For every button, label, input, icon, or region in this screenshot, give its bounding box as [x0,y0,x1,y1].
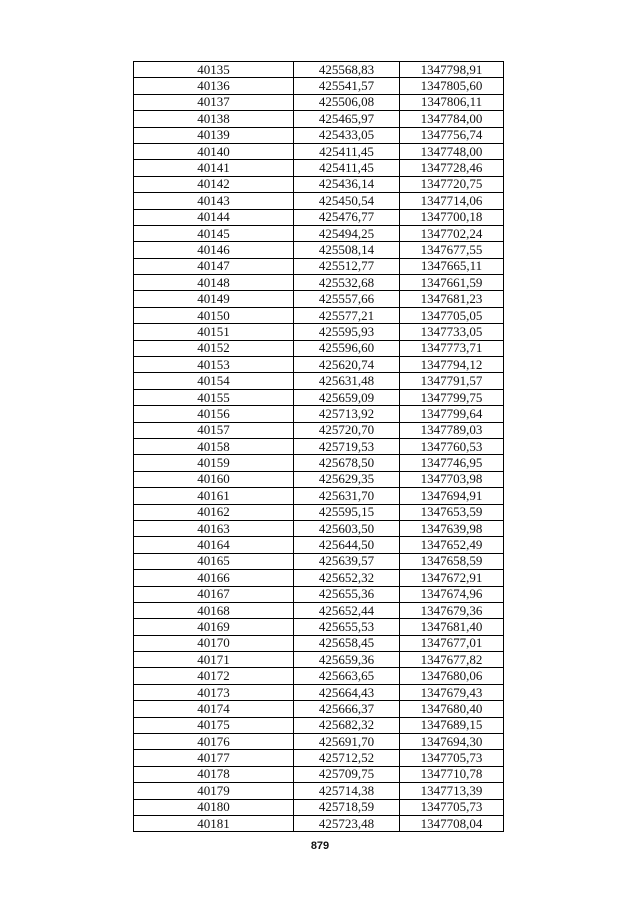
y-coordinate-cell: 1347702,24 [400,225,504,241]
table-row [134,160,504,176]
y-coordinate-cell: 1347728,46 [400,160,504,176]
y-coordinate-cell: 1347672,91 [400,570,504,586]
y-coordinate-cell: 1347710,78 [400,766,504,782]
y-coordinate-cell: 1347700,18 [400,209,504,225]
y-coordinate-cell: 1347799,75 [400,389,504,405]
point-id-cell: 40144 [134,209,294,225]
point-id-cell: 40149 [134,291,294,307]
y-coordinate-cell: 1347733,05 [400,324,504,340]
x-coordinate-cell: 425568,83 [294,62,400,78]
table-row [134,389,504,405]
x-coordinate-cell: 425719,53 [294,438,400,454]
y-coordinate-cell: 1347681,23 [400,291,504,307]
table-row [134,373,504,389]
point-id-cell: 40156 [134,406,294,422]
x-coordinate-cell: 425450,54 [294,193,400,209]
point-id-cell: 40140 [134,143,294,159]
point-id-cell: 40166 [134,570,294,586]
y-coordinate-cell: 1347694,91 [400,488,504,504]
table-row [134,111,504,127]
table-row [134,422,504,438]
y-coordinate-cell: 1347789,03 [400,422,504,438]
x-coordinate-cell: 425652,32 [294,570,400,586]
y-coordinate-cell: 1347677,01 [400,635,504,651]
point-id-cell: 40152 [134,340,294,356]
x-coordinate-cell: 425541,57 [294,78,400,94]
y-coordinate-cell: 1347714,06 [400,193,504,209]
y-coordinate-cell: 1347708,04 [400,815,504,831]
x-coordinate-cell: 425666,37 [294,701,400,717]
y-coordinate-cell: 1347679,36 [400,602,504,618]
y-coordinate-cell: 1347756,74 [400,127,504,143]
y-coordinate-cell: 1347798,91 [400,62,504,78]
x-coordinate-cell: 425663,65 [294,668,400,684]
x-coordinate-cell: 425658,45 [294,635,400,651]
point-id-cell: 40143 [134,193,294,209]
x-coordinate-cell: 425644,50 [294,537,400,553]
point-id-cell: 40135 [134,62,294,78]
table-row [134,242,504,258]
x-coordinate-cell: 425629,35 [294,471,400,487]
table-row [134,127,504,143]
x-coordinate-cell: 425595,15 [294,504,400,520]
y-coordinate-cell: 1347806,11 [400,94,504,110]
table-row [134,635,504,651]
y-coordinate-cell: 1347805,60 [400,78,504,94]
x-coordinate-cell: 425691,70 [294,734,400,750]
x-coordinate-cell: 425631,48 [294,373,400,389]
y-coordinate-cell: 1347680,40 [400,701,504,717]
x-coordinate-cell: 425712,52 [294,750,400,766]
y-coordinate-cell: 1347694,30 [400,734,504,750]
table-row [134,766,504,782]
y-coordinate-cell: 1347652,49 [400,537,504,553]
x-coordinate-cell: 425512,77 [294,258,400,274]
table-row [134,602,504,618]
point-id-cell: 40139 [134,127,294,143]
y-coordinate-cell: 1347799,64 [400,406,504,422]
table-row [134,799,504,815]
x-coordinate-cell: 425652,44 [294,602,400,618]
table-row [134,520,504,536]
table-row [134,553,504,569]
y-coordinate-cell: 1347794,12 [400,357,504,373]
table-row [134,586,504,602]
table-row [134,455,504,471]
point-id-cell: 40136 [134,78,294,94]
point-id-cell: 40160 [134,471,294,487]
point-id-cell: 40180 [134,799,294,815]
x-coordinate-cell: 425620,74 [294,357,400,373]
point-id-cell: 40151 [134,324,294,340]
x-coordinate-cell: 425639,57 [294,553,400,569]
x-coordinate-cell: 425506,08 [294,94,400,110]
y-coordinate-cell: 1347784,00 [400,111,504,127]
y-coordinate-cell: 1347705,73 [400,750,504,766]
x-coordinate-cell: 425664,43 [294,684,400,700]
y-coordinate-cell: 1347680,06 [400,668,504,684]
x-coordinate-cell: 425659,09 [294,389,400,405]
table-row [134,143,504,159]
table-row [134,78,504,94]
table-row [134,340,504,356]
x-coordinate-cell: 425465,97 [294,111,400,127]
point-id-cell: 40168 [134,602,294,618]
x-coordinate-cell: 425436,14 [294,176,400,192]
table-row [134,815,504,831]
y-coordinate-cell: 1347639,98 [400,520,504,536]
table-row [134,275,504,291]
point-id-cell: 40163 [134,520,294,536]
point-id-cell: 40137 [134,94,294,110]
table-row [134,684,504,700]
x-coordinate-cell: 425508,14 [294,242,400,258]
point-id-cell: 40148 [134,275,294,291]
point-id-cell: 40154 [134,373,294,389]
table-row [134,357,504,373]
y-coordinate-cell: 1347705,73 [400,799,504,815]
table-row [134,258,504,274]
y-coordinate-cell: 1347665,11 [400,258,504,274]
y-coordinate-cell: 1347674,96 [400,586,504,602]
x-coordinate-cell: 425411,45 [294,143,400,159]
point-id-cell: 40141 [134,160,294,176]
table-row [134,717,504,733]
x-coordinate-cell: 425433,05 [294,127,400,143]
table-row [134,307,504,323]
point-id-cell: 40181 [134,815,294,831]
y-coordinate-cell: 1347677,55 [400,242,504,258]
x-coordinate-cell: 425411,45 [294,160,400,176]
table-row [134,209,504,225]
x-coordinate-cell: 425476,77 [294,209,400,225]
table-row [134,668,504,684]
y-coordinate-cell: 1347658,59 [400,553,504,569]
x-coordinate-cell: 425603,50 [294,520,400,536]
coordinates-table-body [134,62,504,832]
x-coordinate-cell: 425557,66 [294,291,400,307]
y-coordinate-cell: 1347661,59 [400,275,504,291]
y-coordinate-cell: 1347677,82 [400,652,504,668]
point-id-cell: 40172 [134,668,294,684]
point-id-cell: 40173 [134,684,294,700]
point-id-cell: 40158 [134,438,294,454]
point-id-cell: 40142 [134,176,294,192]
table-row [134,504,504,520]
x-coordinate-cell: 425678,50 [294,455,400,471]
y-coordinate-cell: 1347713,39 [400,783,504,799]
point-id-cell: 40177 [134,750,294,766]
table-row [134,438,504,454]
table-row [134,193,504,209]
table-row [134,488,504,504]
point-id-cell: 40179 [134,783,294,799]
point-id-cell: 40164 [134,537,294,553]
point-id-cell: 40170 [134,635,294,651]
point-id-cell: 40169 [134,619,294,635]
x-coordinate-cell: 425714,38 [294,783,400,799]
point-id-cell: 40145 [134,225,294,241]
point-id-cell: 40161 [134,488,294,504]
point-id-cell: 40153 [134,357,294,373]
table-row [134,62,504,78]
point-id-cell: 40167 [134,586,294,602]
x-coordinate-cell: 425720,70 [294,422,400,438]
y-coordinate-cell: 1347720,75 [400,176,504,192]
point-id-cell: 40174 [134,701,294,717]
x-coordinate-cell: 425577,21 [294,307,400,323]
table-row [134,619,504,635]
point-id-cell: 40178 [134,766,294,782]
y-coordinate-cell: 1347791,57 [400,373,504,389]
table-row [134,94,504,110]
x-coordinate-cell: 425655,53 [294,619,400,635]
table-row [134,324,504,340]
x-coordinate-cell: 425655,36 [294,586,400,602]
x-coordinate-cell: 425718,59 [294,799,400,815]
x-coordinate-cell: 425494,25 [294,225,400,241]
x-coordinate-cell: 425595,93 [294,324,400,340]
x-coordinate-cell: 425723,48 [294,815,400,831]
y-coordinate-cell: 1347705,05 [400,307,504,323]
x-coordinate-cell: 425709,75 [294,766,400,782]
x-coordinate-cell: 425682,32 [294,717,400,733]
table-row [134,750,504,766]
y-coordinate-cell: 1347653,59 [400,504,504,520]
point-id-cell: 40155 [134,389,294,405]
table-row [134,225,504,241]
table-row [134,176,504,192]
table-row [134,471,504,487]
table-row [134,291,504,307]
y-coordinate-cell: 1347681,40 [400,619,504,635]
table-row [134,701,504,717]
point-id-cell: 40150 [134,307,294,323]
x-coordinate-cell: 425713,92 [294,406,400,422]
table-row [134,406,504,422]
y-coordinate-cell: 1347679,43 [400,684,504,700]
y-coordinate-cell: 1347689,15 [400,717,504,733]
table-row [134,537,504,553]
point-id-cell: 40165 [134,553,294,569]
y-coordinate-cell: 1347703,98 [400,471,504,487]
y-coordinate-cell: 1347748,00 [400,143,504,159]
y-coordinate-cell: 1347746,95 [400,455,504,471]
point-id-cell: 40171 [134,652,294,668]
point-id-cell: 40159 [134,455,294,471]
point-id-cell: 40138 [134,111,294,127]
x-coordinate-cell: 425631,70 [294,488,400,504]
point-id-cell: 40175 [134,717,294,733]
point-id-cell: 40162 [134,504,294,520]
coordinates-table [133,61,504,832]
page-number: 879 [310,840,330,852]
table-row [134,783,504,799]
y-coordinate-cell: 1347760,53 [400,438,504,454]
point-id-cell: 40147 [134,258,294,274]
table-row [134,734,504,750]
x-coordinate-cell: 425596,60 [294,340,400,356]
table-row [134,570,504,586]
point-id-cell: 40176 [134,734,294,750]
x-coordinate-cell: 425659,36 [294,652,400,668]
y-coordinate-cell: 1347773,71 [400,340,504,356]
point-id-cell: 40146 [134,242,294,258]
x-coordinate-cell: 425532,68 [294,275,400,291]
point-id-cell: 40157 [134,422,294,438]
table-row [134,652,504,668]
